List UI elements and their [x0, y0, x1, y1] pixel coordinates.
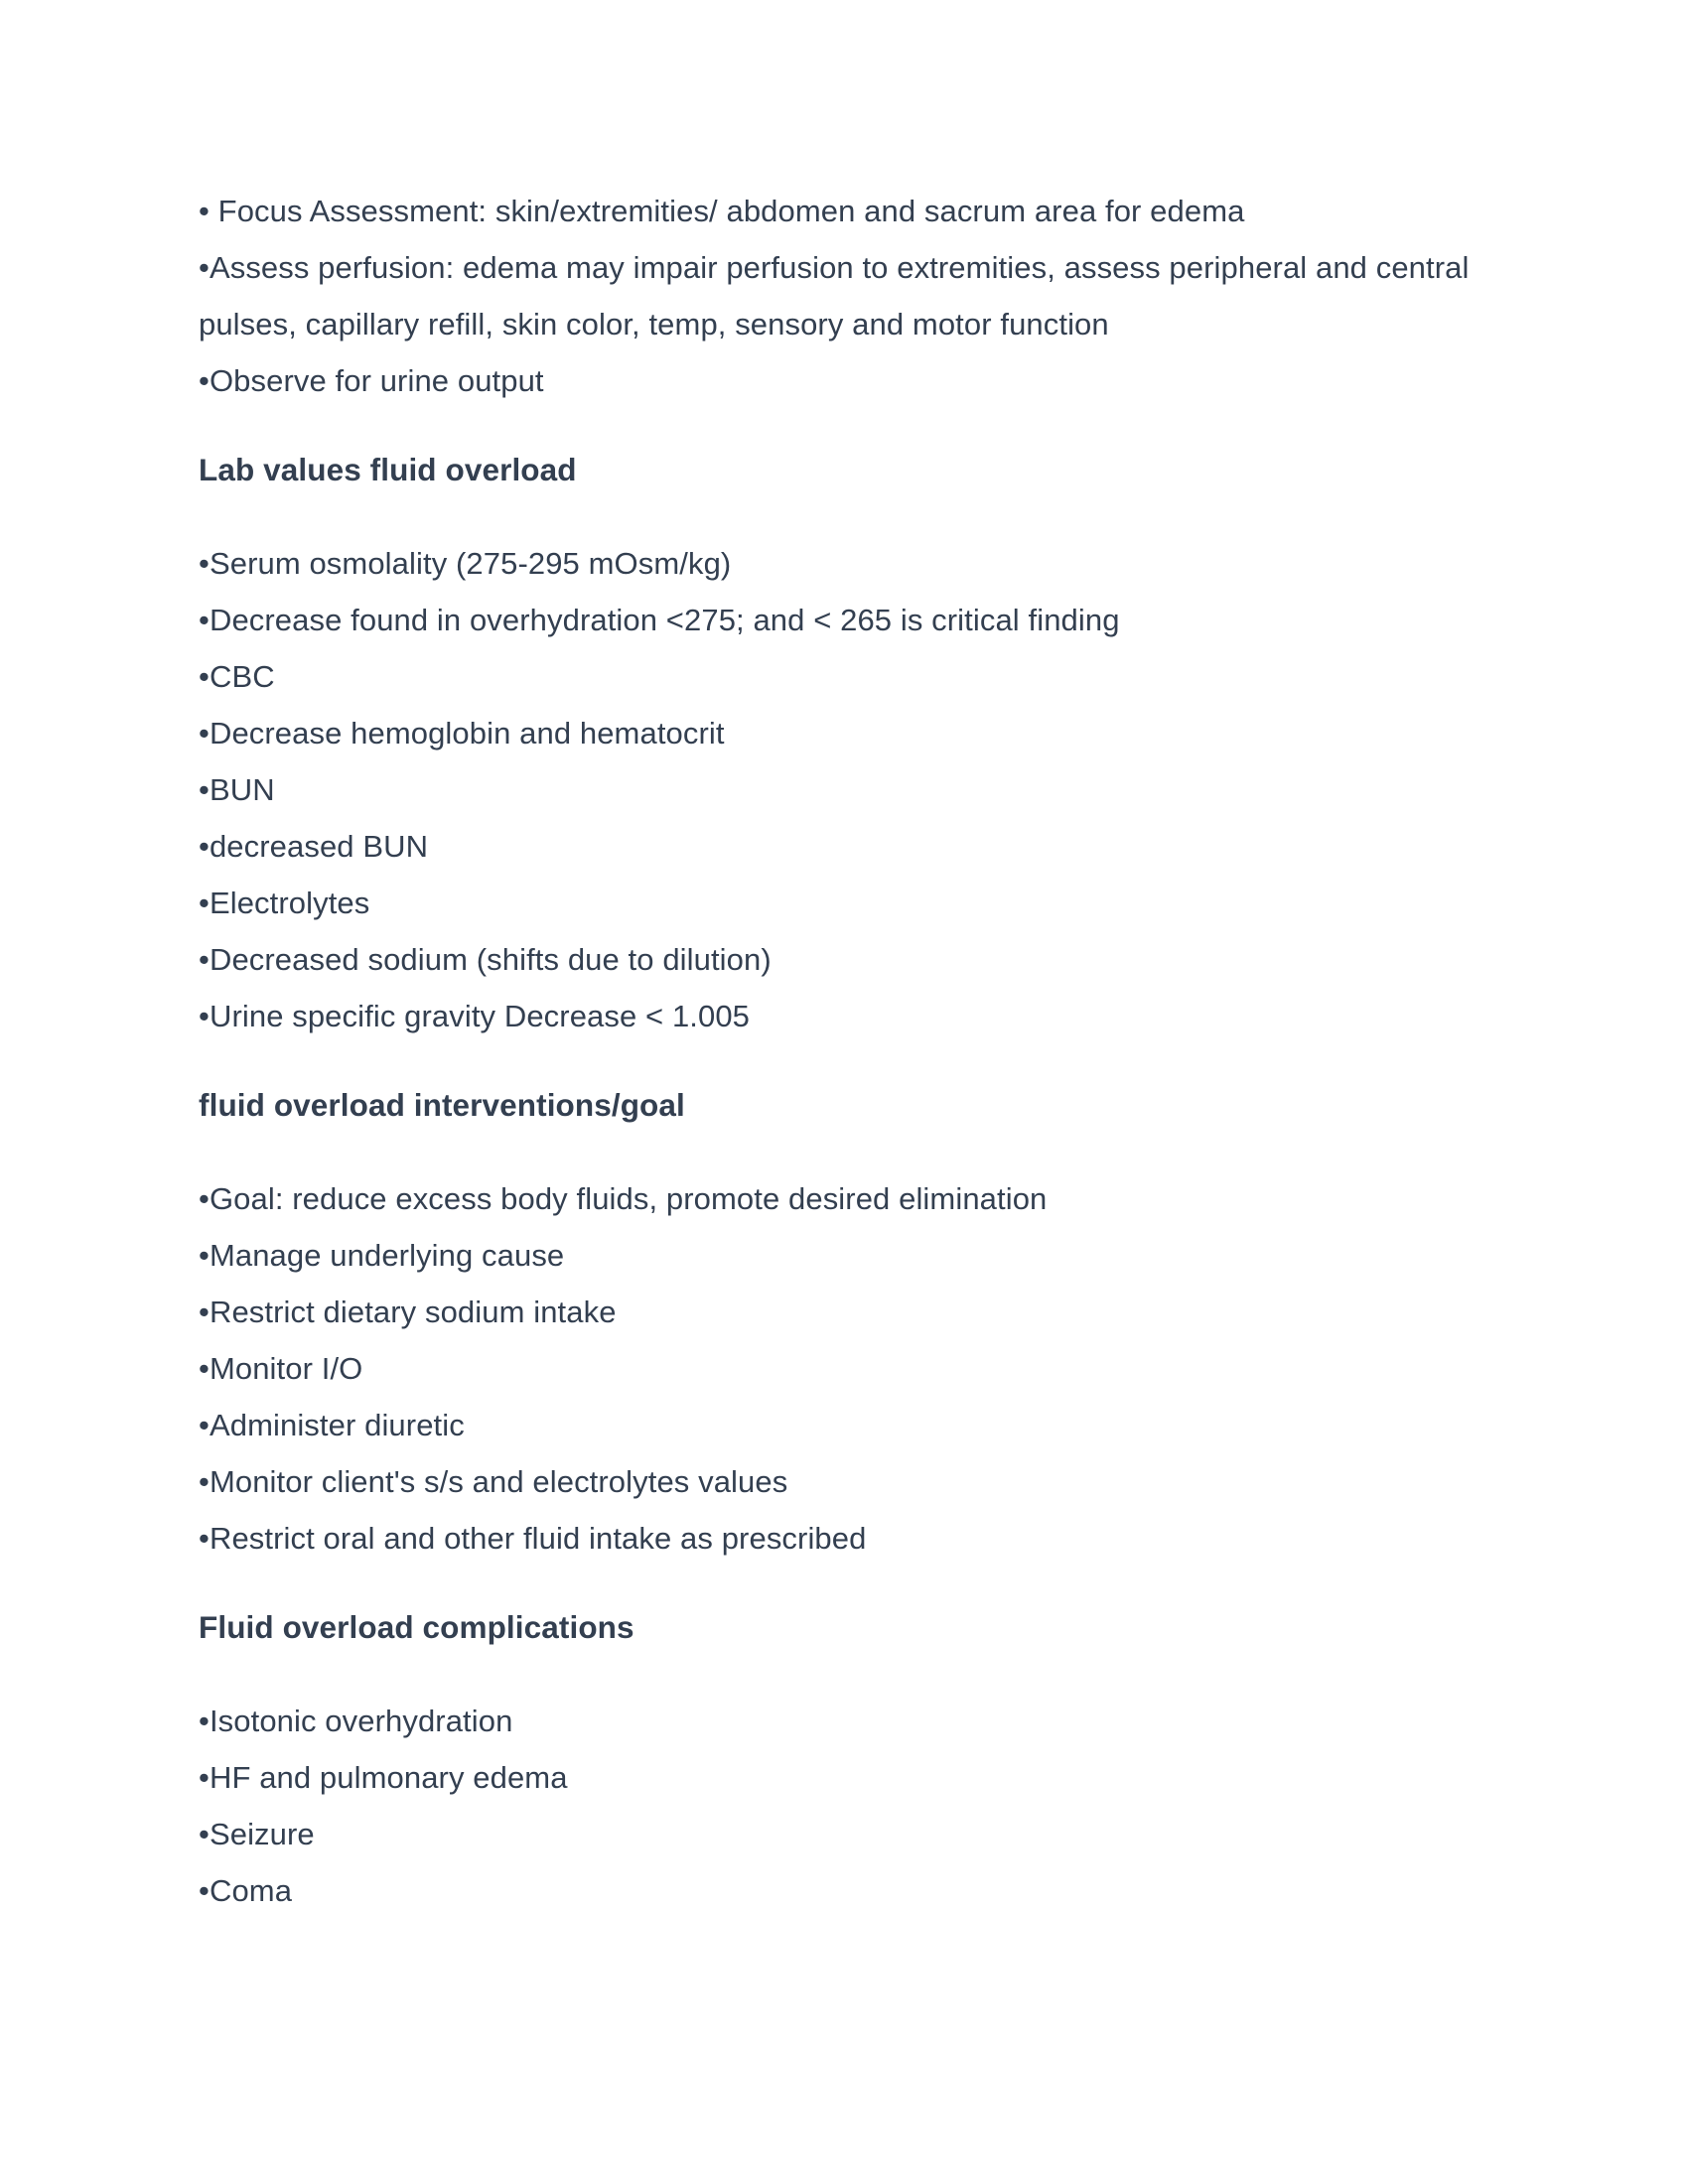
bullet-restrict-dietary-sodium: •Restrict dietary sodium intake — [199, 1295, 617, 1329]
bullet-decreased-bun: •decreased BUN — [199, 829, 429, 864]
bullet-goal-reduce-fluids: •Goal: reduce excess body fluids, promote desired elimination — [199, 1181, 1048, 1216]
bullet-restrict-oral-fluid-intake: •Restrict oral and other fluid intake as prescribed — [199, 1521, 867, 1556]
bullet-decrease-overhydration: •Decrease found in overhydration <275; and < 265 is critical finding — [199, 603, 1120, 637]
bullet-assess-perfusion: •Assess perfusion: edema may impair perfusion to extremities, assess peripheral and central pulses, capillary refill, skin color, temp, sensory and motor function — [199, 250, 1470, 341]
bullet-monitor-client-ss-electrolytes: •Monitor client's s/s and electrolytes values — [199, 1464, 788, 1499]
section-heading-lab-values-fluid-overload: Lab values fluid overload — [199, 452, 577, 487]
bullet-observe-urine-output: •Observe for urine output — [199, 363, 544, 398]
bullet-administer-diuretic: •Administer diuretic — [199, 1408, 465, 1442]
bullet-focus-assessment: • Focus Assessment: skin/extremities/ abdomen and sacrum area for edema — [199, 194, 1245, 228]
bullet-serum-osmolality: •Serum osmolality (275-295 mOsm/kg) — [199, 546, 732, 581]
bullet-manage-underlying-cause: •Manage underlying cause — [199, 1238, 565, 1273]
section-heading-fluid-overload-complications: Fluid overload complications — [199, 1609, 634, 1645]
bullet-urine-specific-gravity: •Urine specific gravity Decrease < 1.005 — [199, 999, 751, 1033]
section-heading-fluid-overload-interventions-goal: fluid overload interventions/goal — [199, 1087, 685, 1123]
bullet-cbc: •CBC — [199, 659, 275, 694]
bullet-electrolytes: •Electrolytes — [199, 886, 370, 920]
bullet-decrease-hemoglobin-hematocrit: •Decrease hemoglobin and hematocrit — [199, 716, 725, 751]
bullet-coma: •Coma — [199, 1873, 293, 1908]
bullet-isotonic-overhydration: •Isotonic overhydration — [199, 1704, 513, 1738]
bullet-monitor-io: •Monitor I/O — [199, 1351, 363, 1386]
bullet-hf-pulmonary-edema: •HF and pulmonary edema — [199, 1760, 568, 1795]
bullet-seizure: •Seizure — [199, 1817, 315, 1851]
bullet-decreased-sodium: •Decreased sodium (shifts due to dilution) — [199, 942, 772, 977]
bullet-bun: •BUN — [199, 772, 275, 807]
